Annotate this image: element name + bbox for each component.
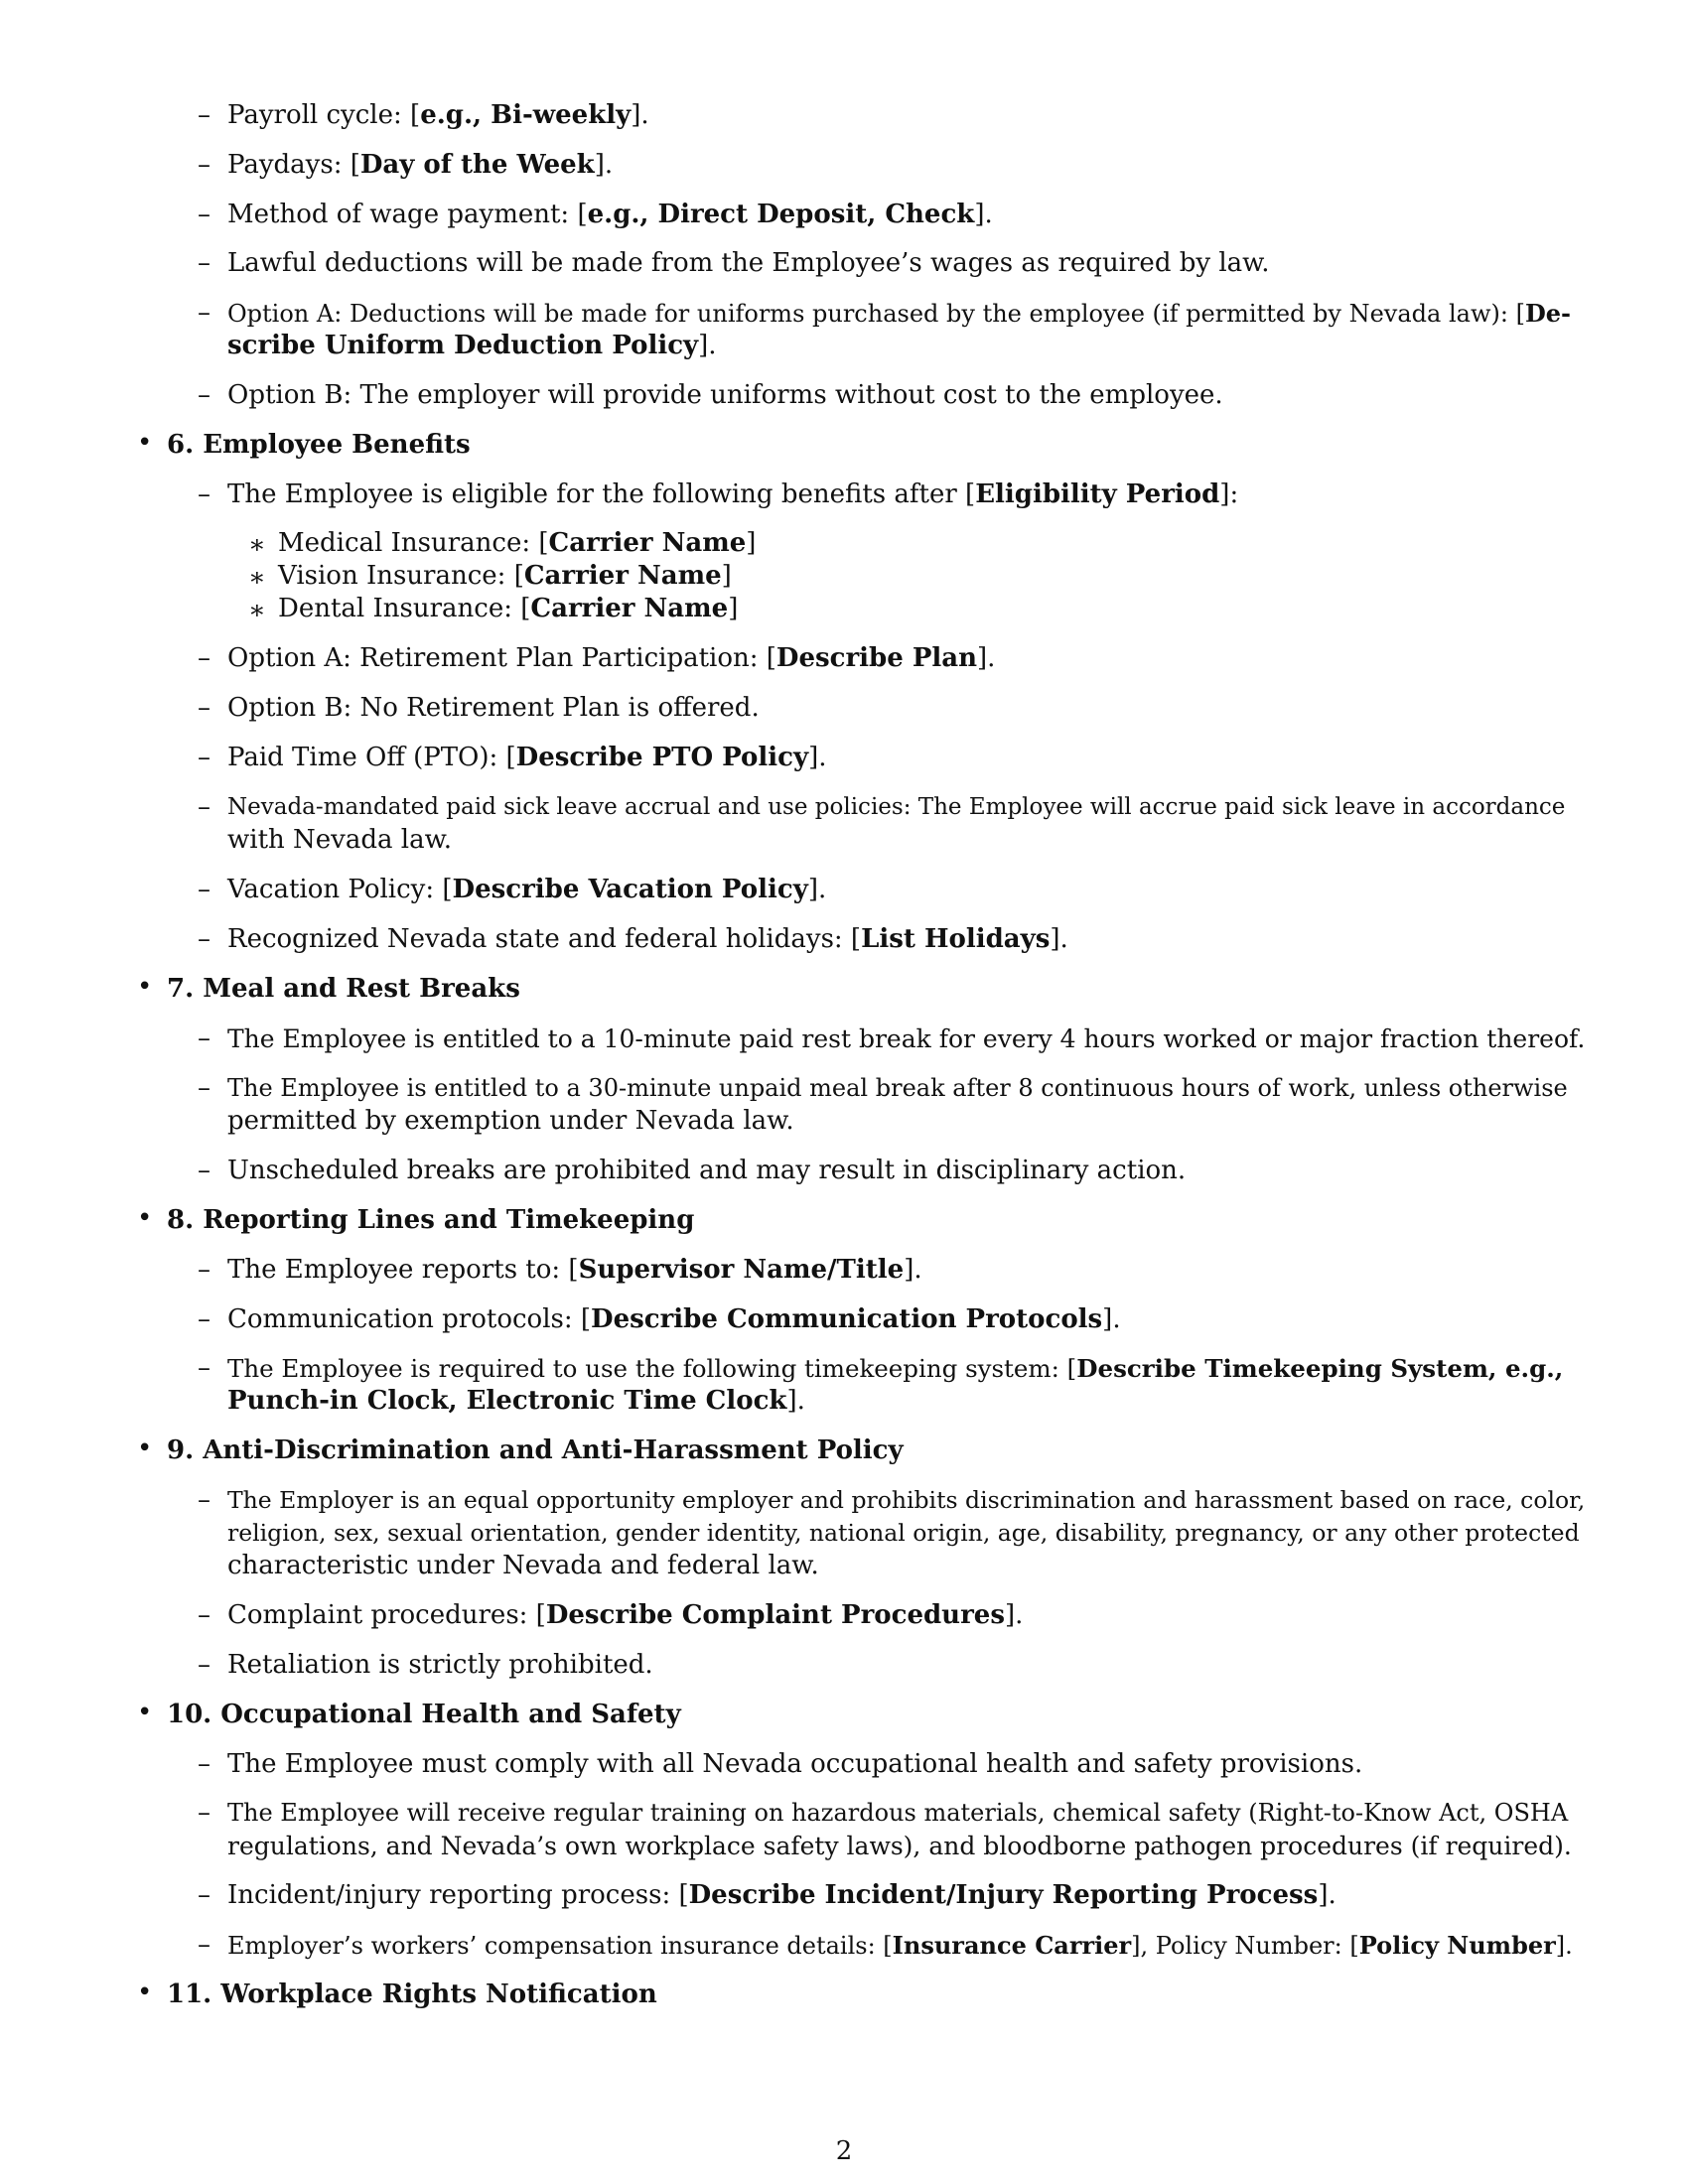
placeholder-field: Describe Plan bbox=[775, 643, 978, 673]
bullet-marker: • bbox=[137, 1203, 153, 1233]
placeholder-field: e.g., Direct Deposit, Check bbox=[587, 200, 975, 229]
dash-marker: – bbox=[198, 1255, 211, 1285]
bullet-marker: • bbox=[137, 972, 153, 1002]
dash-marker: – bbox=[198, 298, 211, 328]
dash-marker: – bbox=[198, 248, 211, 278]
dash-marker: – bbox=[198, 380, 211, 410]
placeholder-field: Describe Communication Protocols bbox=[591, 1304, 1103, 1334]
bullet-marker: • bbox=[137, 1698, 153, 1727]
placeholder-field: Insurance Carrier bbox=[892, 1931, 1132, 1960]
dash-marker: – bbox=[198, 1156, 211, 1185]
dash-marker: – bbox=[198, 924, 211, 954]
placeholder-field: Supervisor Name/Title bbox=[578, 1255, 905, 1285]
bullet-marker: • bbox=[137, 428, 153, 458]
placeholder-field: scribe Uniform Deduction Policy bbox=[227, 331, 699, 360]
placeholder-field: Punch-in Clock, Electronic Time Clock bbox=[227, 1386, 787, 1416]
placeholder-field: Carrier Name bbox=[548, 528, 747, 558]
dash-marker: – bbox=[198, 200, 211, 229]
dash-marker: – bbox=[198, 1485, 211, 1515]
dash-marker: – bbox=[198, 1353, 211, 1383]
placeholder-field: Carrier Name bbox=[530, 594, 729, 623]
placeholder-field: Day of the Week bbox=[359, 150, 595, 180]
placeholder-field: Describe Timekeeping System, e.g., bbox=[1076, 1354, 1564, 1383]
dash-marker: – bbox=[198, 1749, 211, 1779]
placeholder-field: e.g., Bi-weekly bbox=[420, 100, 632, 130]
placeholder-field: Describe Complaint Procedures bbox=[545, 1600, 1005, 1630]
placeholder-field: Describe Incident/Injury Reporting Process bbox=[688, 1880, 1319, 1910]
document-page: – Payroll cycle: [e.g., Bi-weekly]. – Paydays: [Day of the Week]. – Method of wage payment: [e.g., Direct Deposit, Check]. – Lawful deductions will be made from the Employee’s wages as required by law. – Option A: Deductions will be made for uniforms purchased by the employee (if permitted by Nevada law): [De- scribe Uniform Deduction Policy]. – Option B: The employer will provide uniforms without cost to the employee. • 6. Employee Benefits – The Employee is eligible for the following benefits after [Eligibility Period]: ∗ Medical Insurance: [Carrier Name] ∗ Vision Insurance: [Carrier Name] ∗ Dental Insurance: [Carrier Name] – Option A: Retirement Plan Participation: [Describe Plan]. – Option B: No Retirement Plan is offered. – Paid Time Off (PTO): [Describe PTO Policy]. – Nevada-mandated paid sick leave accrual and use policies: The Employee will accrue paid sick leave in accordance with Nevada law. – Vacation Policy: [Describe Vacation Policy]. – Recognized Nevada state and federal holidays: [List Holidays]. • 7. Meal and Rest Breaks – The Employee is entitled to a 10-minute paid rest break for every 4 hours worked or major fraction thereof. – The Employee is entitled to a 30-minute unpaid meal break after 8 continuous hours of work, unless otherwise permitted by exemption under Nevada law. – Unscheduled breaks are prohibited and may result in disciplinary action. • 8. Reporting Lines and Timekeeping – The Employee reports to: [Supervisor Name/Title]. – Communication protocols: [Describe Communication Protocols]. – The Employee is required to use the following timekeeping system: [Describe Timekeeping System, e.g., Punch-in Clock, Electronic Time Clock]. • 9. Anti-Discrimination and Anti-Harassment Policy – The Employer is an equal opportunity employer and prohibits discrimination and harassment based on race, color, religion, sex, sexual orientation, gender identity, national origin, age, disability, pregnancy, or any other protected characteristic under Nevada and federal law. – Complaint procedures: [Describe Complaint Procedures]. – Retaliation is strictly prohibited. • 10. Occupational Health and Safety – The Employee must comply with all Nevada occupational health and safety provisions. – The Employee will receive regular training on hazardous materials, chemical safety (Right-to-Know Act, OSHA regulations, and Nevada’s own workplace safety laws), and bloodborne pathogen procedures (if required). – Incident/injury reporting process: [Describe Incident/Injury Reporting Process]. – Employer’s workers’ compensation insurance details: [Insurance Carrier], Policy Number: [Policy Number]. • 11. Workplace Rights Notification 2 bbox=[0, 0, 1688, 2184]
dash-marker: – bbox=[198, 643, 211, 673]
asterisk-marker: ∗ bbox=[248, 596, 266, 625]
placeholder-field: Carrier Name bbox=[523, 561, 722, 591]
bullet-marker: • bbox=[137, 1433, 153, 1463]
placeholder-field: Eligibility Period bbox=[975, 479, 1220, 509]
placeholder-field: Describe PTO Policy bbox=[515, 743, 809, 772]
dash-marker: – bbox=[198, 1024, 211, 1053]
placeholder-field: Describe Vacation Policy bbox=[452, 875, 808, 904]
dash-marker: – bbox=[198, 1073, 211, 1103]
dash-marker: – bbox=[198, 693, 211, 723]
dash-marker: – bbox=[198, 100, 211, 130]
dash-marker: – bbox=[198, 1930, 211, 1960]
asterisk-marker: ∗ bbox=[248, 530, 266, 560]
placeholder-field: De- bbox=[1524, 299, 1571, 328]
dash-marker: – bbox=[198, 743, 211, 772]
page-number: 2 bbox=[835, 2136, 853, 2166]
dash-marker: – bbox=[198, 1304, 211, 1334]
bullet-marker: • bbox=[137, 1978, 153, 2007]
dash-marker: – bbox=[198, 1880, 211, 1910]
dash-marker: – bbox=[198, 1650, 211, 1680]
dash-marker: – bbox=[198, 150, 211, 180]
placeholder-field: List Holidays bbox=[861, 924, 1051, 954]
dash-marker: – bbox=[198, 792, 211, 822]
dash-marker: – bbox=[198, 875, 211, 904]
asterisk-marker: ∗ bbox=[248, 563, 266, 593]
dash-marker: – bbox=[198, 1798, 211, 1828]
placeholder-field: Policy Number bbox=[1358, 1931, 1556, 1960]
dash-marker: – bbox=[198, 479, 211, 509]
dash-marker: – bbox=[198, 1600, 211, 1630]
